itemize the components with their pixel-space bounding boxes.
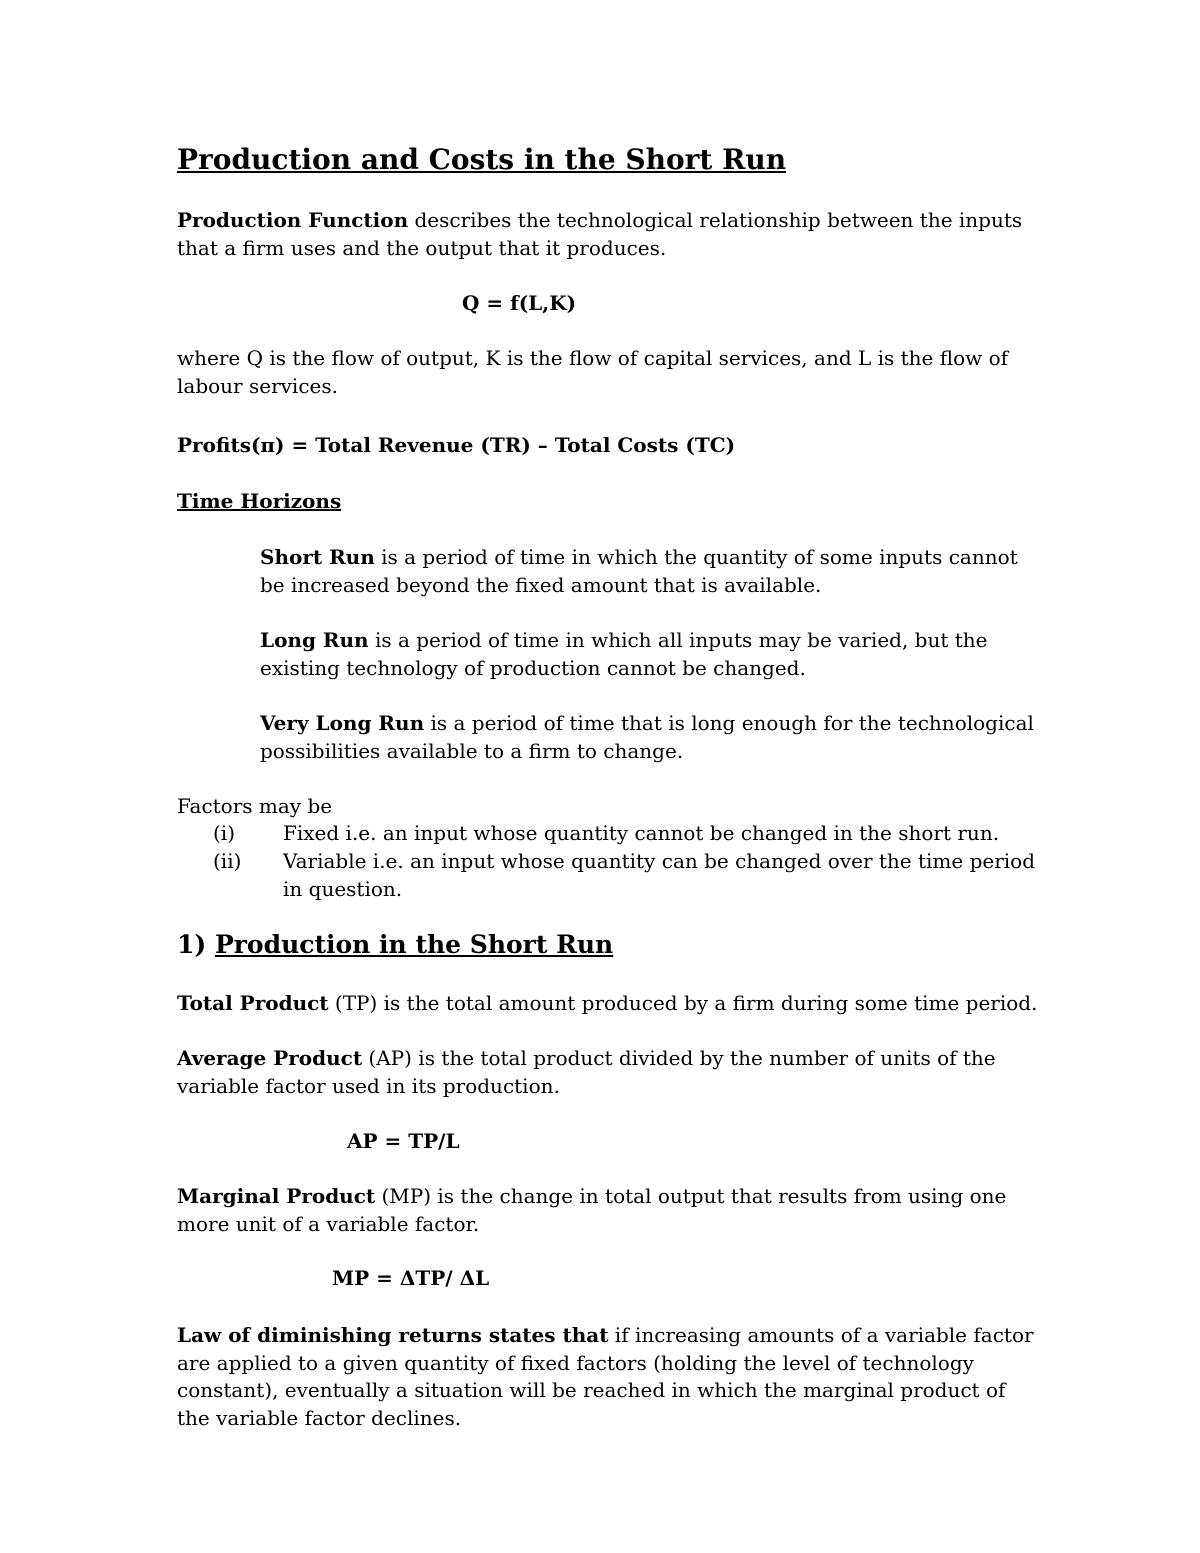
formula-q: Q = f(L,K) (462, 291, 577, 315)
long-run-paragraph (260, 627, 988, 682)
where-line-2: labour services. (177, 373, 338, 398)
long-run-line-2: existing technology of production cannot be changed. (260, 655, 806, 680)
list-item-number: (ii) (213, 849, 242, 873)
production-function-line-2: that a firm uses and the output that it produces. (177, 235, 667, 260)
very-long-run-line-2: possibilities available to a firm to change. (260, 738, 684, 763)
short-run-paragraph (260, 544, 1018, 599)
total-product-definition: (TP) is the total amount produced by a firm during some time period. (328, 991, 1038, 1015)
production-function-term: Production Function (177, 208, 409, 232)
very-long-run-line-1 (260, 710, 1034, 738)
long-run-definition: is a period of time in which all inputs may be varied, but the (368, 628, 988, 652)
list-item-text: Fixed i.e. an input whose quantity cannot be changed in the short run. (283, 821, 1000, 845)
short-run-line-2: be increased beyond the fixed amount that is available. (260, 572, 822, 597)
list-item (213, 848, 1036, 903)
law-line-1 (177, 1322, 1034, 1350)
section-1-title: Production in the Short Run (214, 930, 614, 959)
list-item-text-line-2: in question. (283, 876, 403, 901)
factors-intro: Factors may be (177, 794, 333, 818)
long-run-line-1 (260, 627, 988, 655)
law-line-4: the variable factor declines. (177, 1405, 462, 1430)
law-line-3: constant), eventually a situation will be reached in which the marginal product of (177, 1378, 1006, 1402)
short-run-term: Short Run (260, 545, 375, 569)
marginal-product-term: Marginal Product (177, 1184, 376, 1208)
law-paragraph (177, 1322, 1034, 1432)
total-product-paragraph (177, 990, 1037, 1018)
marginal-product-paragraph (177, 1183, 1006, 1238)
average-product-term: Average Product (177, 1046, 363, 1070)
law-term: Law of diminishing returns states that (177, 1323, 609, 1347)
average-product-definition: (AP) is the total product divided by the number of units of the (362, 1046, 996, 1070)
law-line-2: are applied to a given quantity of fixed factors (holding the level of technology (177, 1350, 974, 1375)
production-function-line-1 (177, 207, 1022, 235)
section-1-number: 1) (177, 930, 215, 959)
very-long-run-term: Very Long Run (260, 711, 425, 735)
formula-mp: MP = ΔTP/ ΔL (332, 1266, 490, 1290)
section-1-heading (177, 928, 613, 962)
where-line-1: where Q is the flow of output, K is the flow of capital services, and L is the flow of (177, 346, 1009, 370)
total-product-line-1 (177, 990, 1037, 1018)
profits-formula: Profits(π) = Total Revenue (TR) – Total Costs (TC) (177, 433, 736, 457)
list-item (213, 820, 1033, 848)
long-run-term: Long Run (260, 628, 369, 652)
average-product-line-2: variable factor used in its production. (177, 1073, 560, 1098)
production-function-paragraph (177, 207, 1022, 262)
list-item-text (283, 848, 1035, 903)
formula-ap: AP = TP/L (347, 1129, 460, 1153)
short-run-definition: is a period of time in which the quantity of some inputs cannot (374, 545, 1018, 569)
marginal-product-definition: (MP) is the change in total output that results from using one (375, 1184, 1007, 1208)
marginal-product-line-2: more unit of a variable factor. (177, 1211, 480, 1236)
average-product-line-1 (177, 1045, 996, 1073)
where-paragraph (177, 345, 1008, 400)
very-long-run-definition: is a period of time that is long enough for the technological (424, 711, 1034, 735)
page-title: Production and Costs in the Short Run (177, 143, 787, 176)
average-product-paragraph (177, 1045, 996, 1100)
very-long-run-paragraph (260, 710, 1034, 765)
time-horizons-heading: Time Horizons (177, 489, 342, 513)
total-product-term: Total Product (177, 991, 329, 1015)
production-function-definition: describes the technological relationship between the inputs (408, 208, 1023, 232)
list-item-number: (i) (213, 821, 236, 845)
list-item-text-line-1: Variable i.e. an input whose quantity can be changed over the time period (283, 849, 1036, 873)
short-run-line-1 (260, 544, 1018, 572)
law-definition: if increasing amounts of a variable factor (608, 1323, 1034, 1347)
marginal-product-line-1 (177, 1183, 1006, 1211)
